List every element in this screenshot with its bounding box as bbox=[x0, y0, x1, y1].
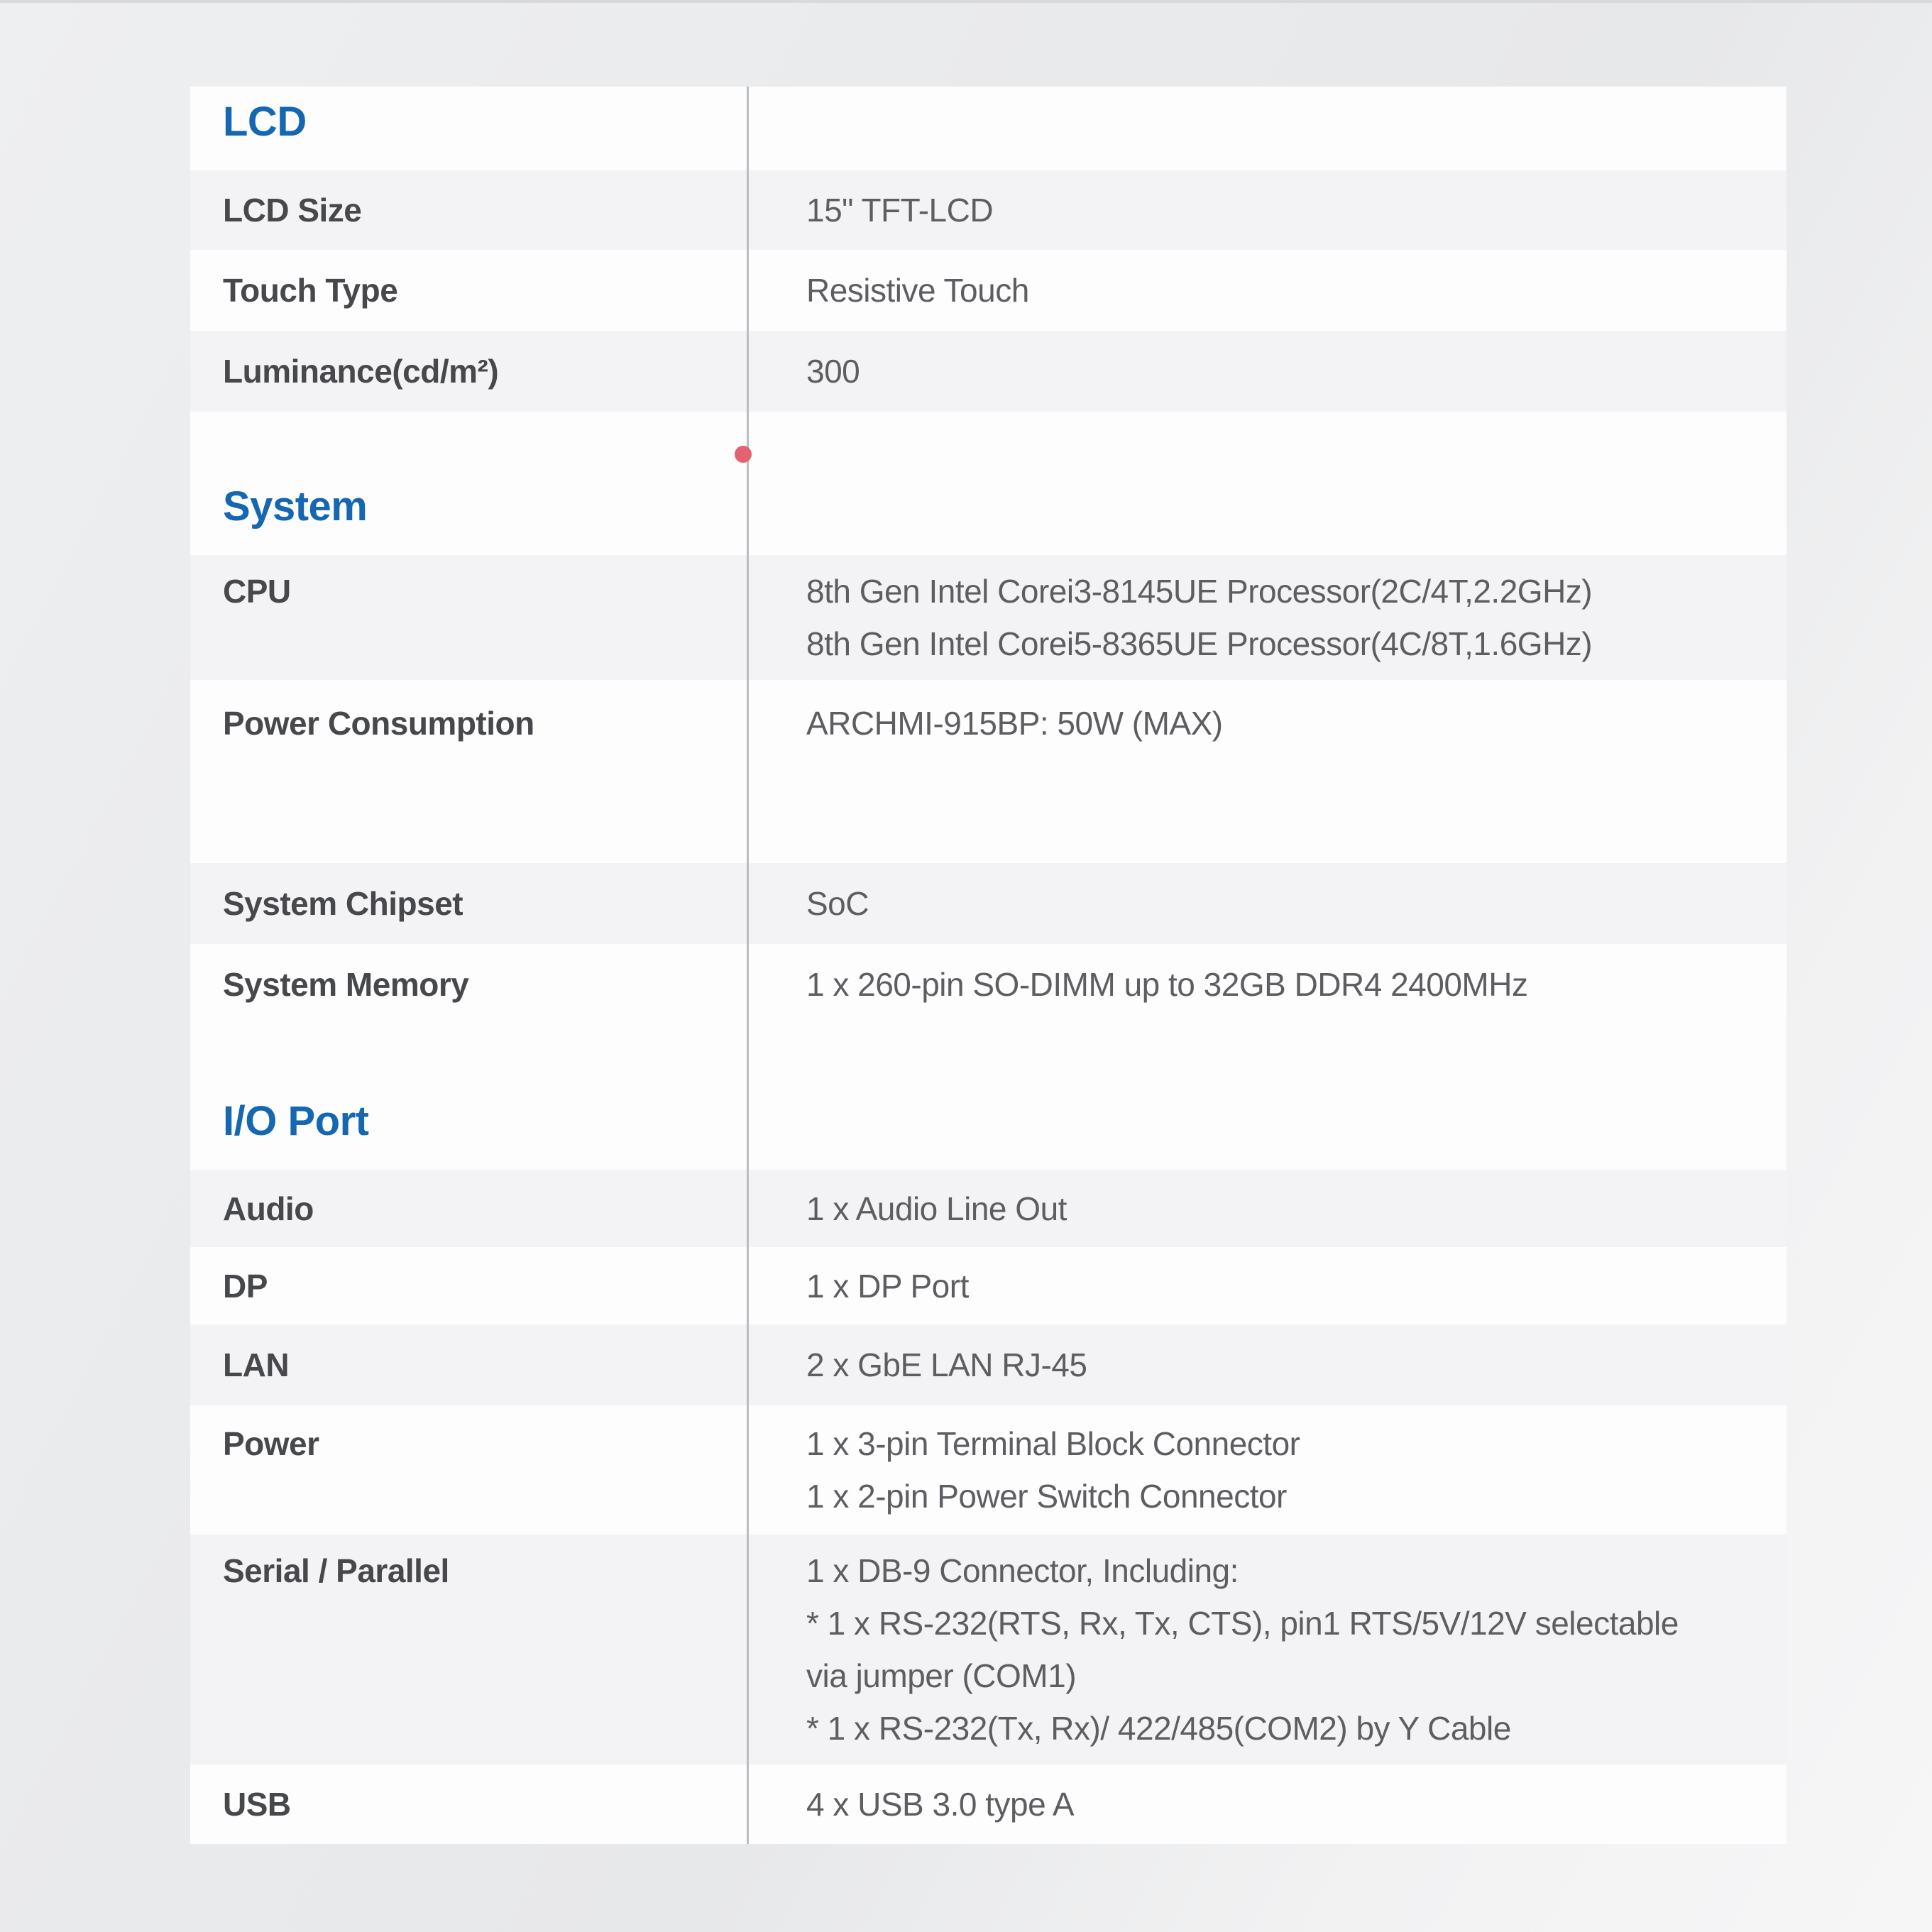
row-label: DP bbox=[223, 1268, 268, 1305]
value-line: 4 x USB 3.0 type A bbox=[806, 1786, 1075, 1823]
row-value bbox=[747, 264, 1786, 317]
value-line: 1 x 2-pin Power Switch Connector bbox=[806, 1478, 1287, 1515]
value-line: 8th Gen Intel Corei3-8145UE Processor(2C/4T,2.2GHz) bbox=[806, 573, 1593, 610]
value-line: 1 x 3-pin Terminal Block Connector bbox=[806, 1425, 1300, 1462]
row-label: Serial / Parallel bbox=[223, 1552, 449, 1589]
value-line: 8th Gen Intel Corei5-8365UE Processor(4C/8T,1.6GHz) bbox=[806, 625, 1593, 662]
value-line: 1 x Audio Line Out bbox=[806, 1190, 1067, 1227]
section-title: LCD bbox=[223, 99, 307, 145]
row-label: Luminance(cd/m²) bbox=[223, 353, 499, 390]
value-line: 300 bbox=[806, 353, 860, 390]
spec-row bbox=[190, 1170, 1786, 1247]
spec-row bbox=[190, 250, 1786, 331]
value-line: 1 x DB-9 Connector, Including: bbox=[806, 1552, 1239, 1589]
row-value bbox=[747, 697, 1786, 750]
row-value bbox=[747, 184, 1786, 236]
row-value bbox=[747, 1417, 1786, 1522]
column-divider-line bbox=[747, 87, 749, 1844]
value-line: 2 x GbE LAN RJ-45 bbox=[806, 1346, 1087, 1383]
section-title: I/O Port bbox=[223, 1098, 369, 1144]
row-label: Power bbox=[223, 1425, 319, 1462]
row-label: LCD Size bbox=[223, 192, 362, 229]
row-value bbox=[747, 958, 1786, 1011]
value-line: 1 x 260-pin SO-DIMM up to 32GB DDR4 2400MHz bbox=[806, 966, 1528, 1003]
value-line: Resistive Touch bbox=[806, 272, 1029, 309]
value-line: via jumper (COM1) bbox=[806, 1657, 1077, 1694]
spec-row bbox=[190, 331, 1786, 412]
spec-table-body bbox=[190, 87, 1786, 1844]
row-value bbox=[747, 1339, 1786, 1391]
spec-row bbox=[190, 1764, 1786, 1844]
spec-row bbox=[190, 1247, 1786, 1324]
row-label: System Memory bbox=[223, 966, 469, 1003]
row-label: Audio bbox=[223, 1190, 314, 1227]
row-value bbox=[747, 877, 1786, 930]
value-line: * 1 x RS-232(Tx, Rx)/ 422/485(COM2) by Y Cable bbox=[806, 1710, 1511, 1747]
spec-row bbox=[190, 1535, 1786, 1764]
value-line: SoC bbox=[806, 885, 869, 922]
red-marker-dot bbox=[735, 446, 752, 463]
spec-row bbox=[190, 170, 1786, 250]
spec-table bbox=[190, 87, 1786, 1844]
row-value bbox=[747, 1544, 1786, 1755]
row-label: Power Consumption bbox=[223, 705, 534, 742]
row-value bbox=[747, 345, 1786, 397]
top-edge-strip bbox=[0, 0, 1932, 3]
row-value bbox=[747, 1778, 1786, 1831]
row-label: USB bbox=[223, 1786, 291, 1823]
spec-row bbox=[190, 1405, 1786, 1535]
spec-row bbox=[190, 555, 1786, 680]
row-label: LAN bbox=[223, 1346, 290, 1383]
spec-row bbox=[190, 680, 1786, 863]
row-label: CPU bbox=[223, 573, 291, 610]
spec-row bbox=[190, 944, 1786, 1025]
row-value bbox=[747, 1260, 1786, 1312]
spec-row bbox=[190, 1324, 1786, 1405]
value-line: * 1 x RS-232(RTS, Rx, Tx, CTS), pin1 RTS/5V/12V selectable bbox=[806, 1605, 1679, 1642]
value-line: 1 x DP Port bbox=[806, 1268, 969, 1305]
section-header bbox=[190, 1025, 1786, 1170]
value-line: ARCHMI-915BP: 50W (MAX) bbox=[806, 705, 1223, 742]
value-line: 15" TFT-LCD bbox=[806, 192, 994, 229]
row-value bbox=[747, 565, 1786, 670]
spec-row bbox=[190, 863, 1786, 944]
section-title: System bbox=[223, 483, 368, 529]
row-value bbox=[747, 1182, 1786, 1235]
row-label: Touch Type bbox=[223, 272, 398, 309]
section-header bbox=[190, 412, 1786, 555]
row-label: System Chipset bbox=[223, 885, 463, 922]
section-header bbox=[190, 87, 1786, 170]
